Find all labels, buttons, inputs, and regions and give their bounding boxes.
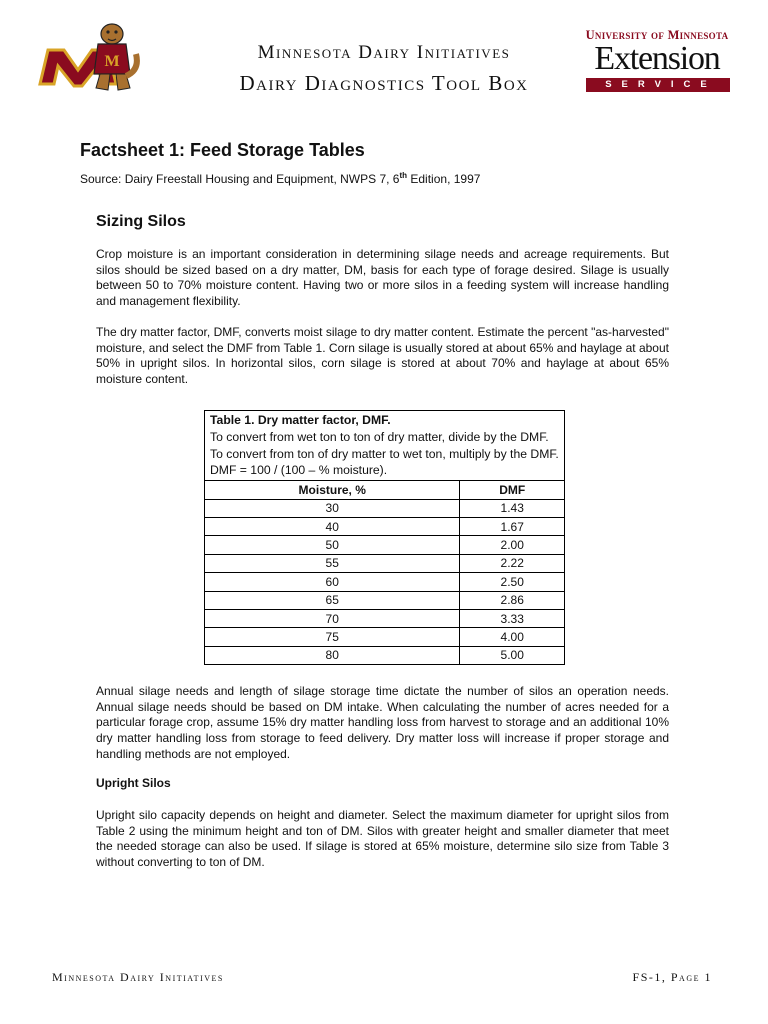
section-heading-upright-silos: Upright Silos — [96, 776, 171, 790]
moisture-cell: 65 — [205, 591, 460, 609]
moisture-cell: 50 — [205, 536, 460, 554]
table-row — [205, 591, 565, 609]
table-row — [205, 646, 565, 664]
source-text: Source: Dairy Freestall Housing and Equipment, NWPS 7, 6 — [80, 172, 400, 186]
table-row — [205, 573, 565, 591]
dmf-cell: 5.00 — [460, 646, 565, 664]
section-heading-sizing-silos: Sizing Silos — [96, 213, 186, 230]
table-row — [205, 499, 565, 517]
dmf-cell: 2.00 — [460, 536, 565, 554]
table-caption-text: To convert from wet ton to ton of dry matter, divide by the DMF. To convert from ton of dry matter to wet ton, multiply by the DMF. DMF = 100 / (100 – % moisture). — [210, 429, 559, 478]
footer-page-number: FS-1, Page 1 — [632, 970, 712, 984]
dmf-cell: 4.00 — [460, 628, 565, 646]
extension-logo-service-bar: SERVICE — [586, 78, 730, 92]
extension-logo-university: University of Minnesota — [585, 28, 729, 42]
source-citation — [80, 171, 480, 186]
paragraph-upright-silo-capacity: Upright silo capacity depends on height and diameter. Select the maximum diameter for upright silos from Table 2 using the minimum height and ton of DM. Silos with greater height and smaller diameter that meet the needed storage can also be used. If silage is stored at 65% moisture, determine silo size from Table 3 without converting to ton of DM. — [96, 808, 669, 870]
dmf-cell: 3.33 — [460, 609, 565, 627]
table-caption-title: Table 1. Dry matter factor, DMF. — [210, 413, 391, 427]
table-row — [205, 554, 565, 572]
paragraph-annual-silage-needs: Annual silage needs and length of silage storage time dictate the number of silos an operation needs. Annual silage needs should be based on DM intake. When calculating the number of acres needed for a particular forage crop, assume 15% dry matter handling loss from harvest to storage and an additional 10% dry matter handling loss from storage to feed delivery. Dry matter loss will increase if proper storage and handling methods are not employed. — [96, 684, 669, 761]
table-caption — [205, 411, 565, 481]
dmf-cell: 2.22 — [460, 554, 565, 572]
column-header-dmf: DMF — [460, 481, 565, 499]
page-title: Factsheet 1: Feed Storage Tables — [80, 140, 365, 160]
paragraph-crop-moisture: Crop moisture is an important consideration in determining silage needs and acreage requirements. But silos should be sized based on a dry matter, DM, basis for each type of forage desired. Silage is usually between 50 to 70% moisture content. Having two or more silos in a feeding system will increase handling and management flexibility. — [96, 247, 669, 309]
extension-service-logo — [582, 28, 732, 96]
table-row — [205, 609, 565, 627]
table-row — [205, 517, 565, 535]
header-subtitle: Dairy Diagnostics Tool Box — [239, 71, 529, 95]
dmf-cell: 2.86 — [460, 591, 565, 609]
header-title: Minnesota Dairy Initiatives — [257, 42, 511, 63]
moisture-cell: 70 — [205, 609, 460, 627]
column-header-moisture: Moisture, % — [205, 481, 460, 499]
dmf-cell: 1.43 — [460, 499, 565, 517]
moisture-cell: 60 — [205, 573, 460, 591]
table-row — [205, 536, 565, 554]
moisture-cell: 30 — [205, 499, 460, 517]
paragraph-dry-matter-factor: The dry matter factor, DMF, converts moist silage to dry matter content. Estimate the percent "as-harvested" moisture, and select the DMF from Table 1. Corn silage is usually stored at about 65% and haylage at about 50% in upright silos. In horizontal silos, corn silage is stored at about 70% and haylage at about 65% moisture content. — [96, 325, 669, 387]
source-edition: Edition, 1997 — [407, 172, 481, 186]
table-caption-row — [205, 411, 565, 481]
moisture-cell: 75 — [205, 628, 460, 646]
table-header-row — [205, 481, 565, 499]
moisture-cell: 55 — [205, 554, 460, 572]
footer-publisher: Minnesota Dairy Initiatives — [52, 970, 224, 984]
table-row — [205, 628, 565, 646]
extension-logo-word: Extension — [594, 40, 720, 77]
moisture-cell: 80 — [205, 646, 460, 664]
dmf-cell: 2.50 — [460, 573, 565, 591]
moisture-cell: 40 — [205, 517, 460, 535]
dmf-cell: 1.67 — [460, 517, 565, 535]
svg-text:M: M — [104, 53, 120, 70]
source-superscript: th — [399, 171, 408, 180]
dmf-table — [204, 410, 565, 665]
